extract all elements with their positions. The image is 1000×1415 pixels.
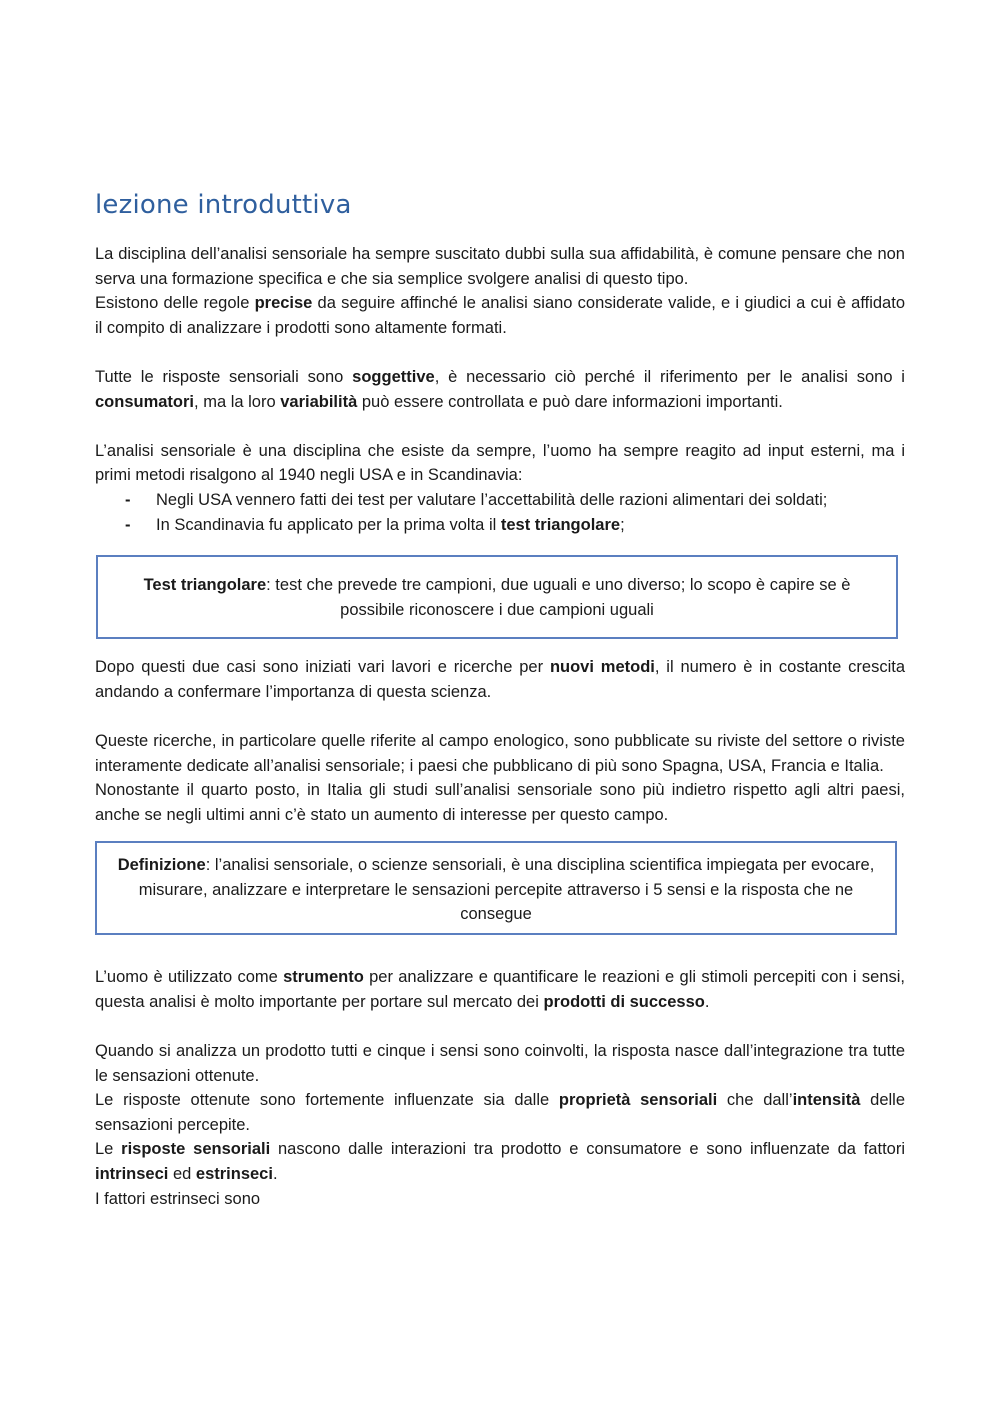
paragraph: Dopo questi due casi sono iniziati vari lavori e ricerche per nuovi metodi, il numero è in costante crescita andando a confermare l’importanza di questa scienza. — [95, 658, 905, 701]
test-triangolare-box: Test triangolare: test che prevede tre campioni, due uguali e uno diverso; lo scopo è capire se è possibile riconoscere i due campioni uguali — [96, 555, 898, 639]
paragraph: Le risposte ottenute sono fortemente influenzate sia dalle proprietà sensoriali che dall’intensità delle sensazioni percepite. — [95, 1091, 905, 1134]
paragraph: Queste ricerche, in particolare quelle riferite al campo enologico, sono pubblicate su riviste del settore o riviste interamente dedicate all’analisi sensoriale; i paesi che pubblicano di più sono Spagna, USA, Francia e Italia. — [95, 731, 905, 775]
list-dash: - — [125, 490, 131, 509]
list-item-text: Negli USA vennero fatti dei test per valutare l’accettabilità delle razioni alimentari dei soldati; — [156, 490, 828, 509]
paragraph: Le risposte sensoriali nascono dalle interazioni tra prodotto e consumatore e sono influenzate da fattori intrinseci ed estrinseci. — [95, 1140, 905, 1184]
document-page — [95, 190, 905, 1211]
paragraph: Nonostante il quarto posto, in Italia gli studi sull’analisi sensoriale sono più indietro rispetto agli altri paesi, anche se negli ultimi anni c’è stato un aumento di interesse per questo campo. — [95, 781, 905, 824]
list-item — [95, 488, 905, 513]
paragraph: I fattori estrinseci sono — [95, 1189, 261, 1208]
paragraph: Tutte le risposte sensoriali sono soggettive, è necessario ciò perché il riferimento per le analisi sono i consumatori, ma la loro variabilità può essere controllata e può dare informazioni importanti. — [95, 367, 905, 411]
list-item-text: In Scandinavia fu applicato per la prima volta il test triangolare; — [156, 515, 625, 534]
paragraph: Quando si analizza un prodotto tutti e cinque i sensi sono coinvolti, la risposta nasce dall’integrazione tra tutte le sensazioni ottenute. — [95, 1042, 905, 1085]
paragraph: L’uomo è utilizzato come strumento per analizzare e quantificare le reazioni e gli stimoli percepiti con i sensi, questa analisi è molto importante per portare sul mercato dei prodotti di successo. — [95, 968, 906, 1011]
paragraph: Esistono delle regole precise da seguire affinché le analisi siano considerate valide, e i giudici a cui è affidato il compito di analizzare i prodotti sono altamente formati. — [95, 294, 905, 337]
list-dash: - — [125, 515, 131, 534]
definizione-box: Definizione: l’analisi sensoriale, o scienze sensoriali, è una disciplina scientifica impiegata per evocare, misurare, analizzare e interpretare le sensazioni percepite attraverso i 5 sensi e la risposta che ne consegue — [95, 841, 897, 935]
paragraph: L’analisi sensoriale è una disciplina che esiste da sempre, l’uomo ha sempre reagito ad input esterni, ma i primi metodi risalgono al 1940 negli USA e in Scandinavia: — [95, 441, 905, 485]
bullet-list — [95, 488, 905, 537]
paragraph: La disciplina dell’analisi sensoriale ha sempre suscitato dubbi sulla sua affidabilità, è comune pensare che non serva una formazione specifica e che sia semplice svolgere analisi di questo tipo. — [95, 245, 905, 288]
page-title: lezione introduttiva — [95, 190, 352, 220]
list-item — [95, 513, 905, 538]
